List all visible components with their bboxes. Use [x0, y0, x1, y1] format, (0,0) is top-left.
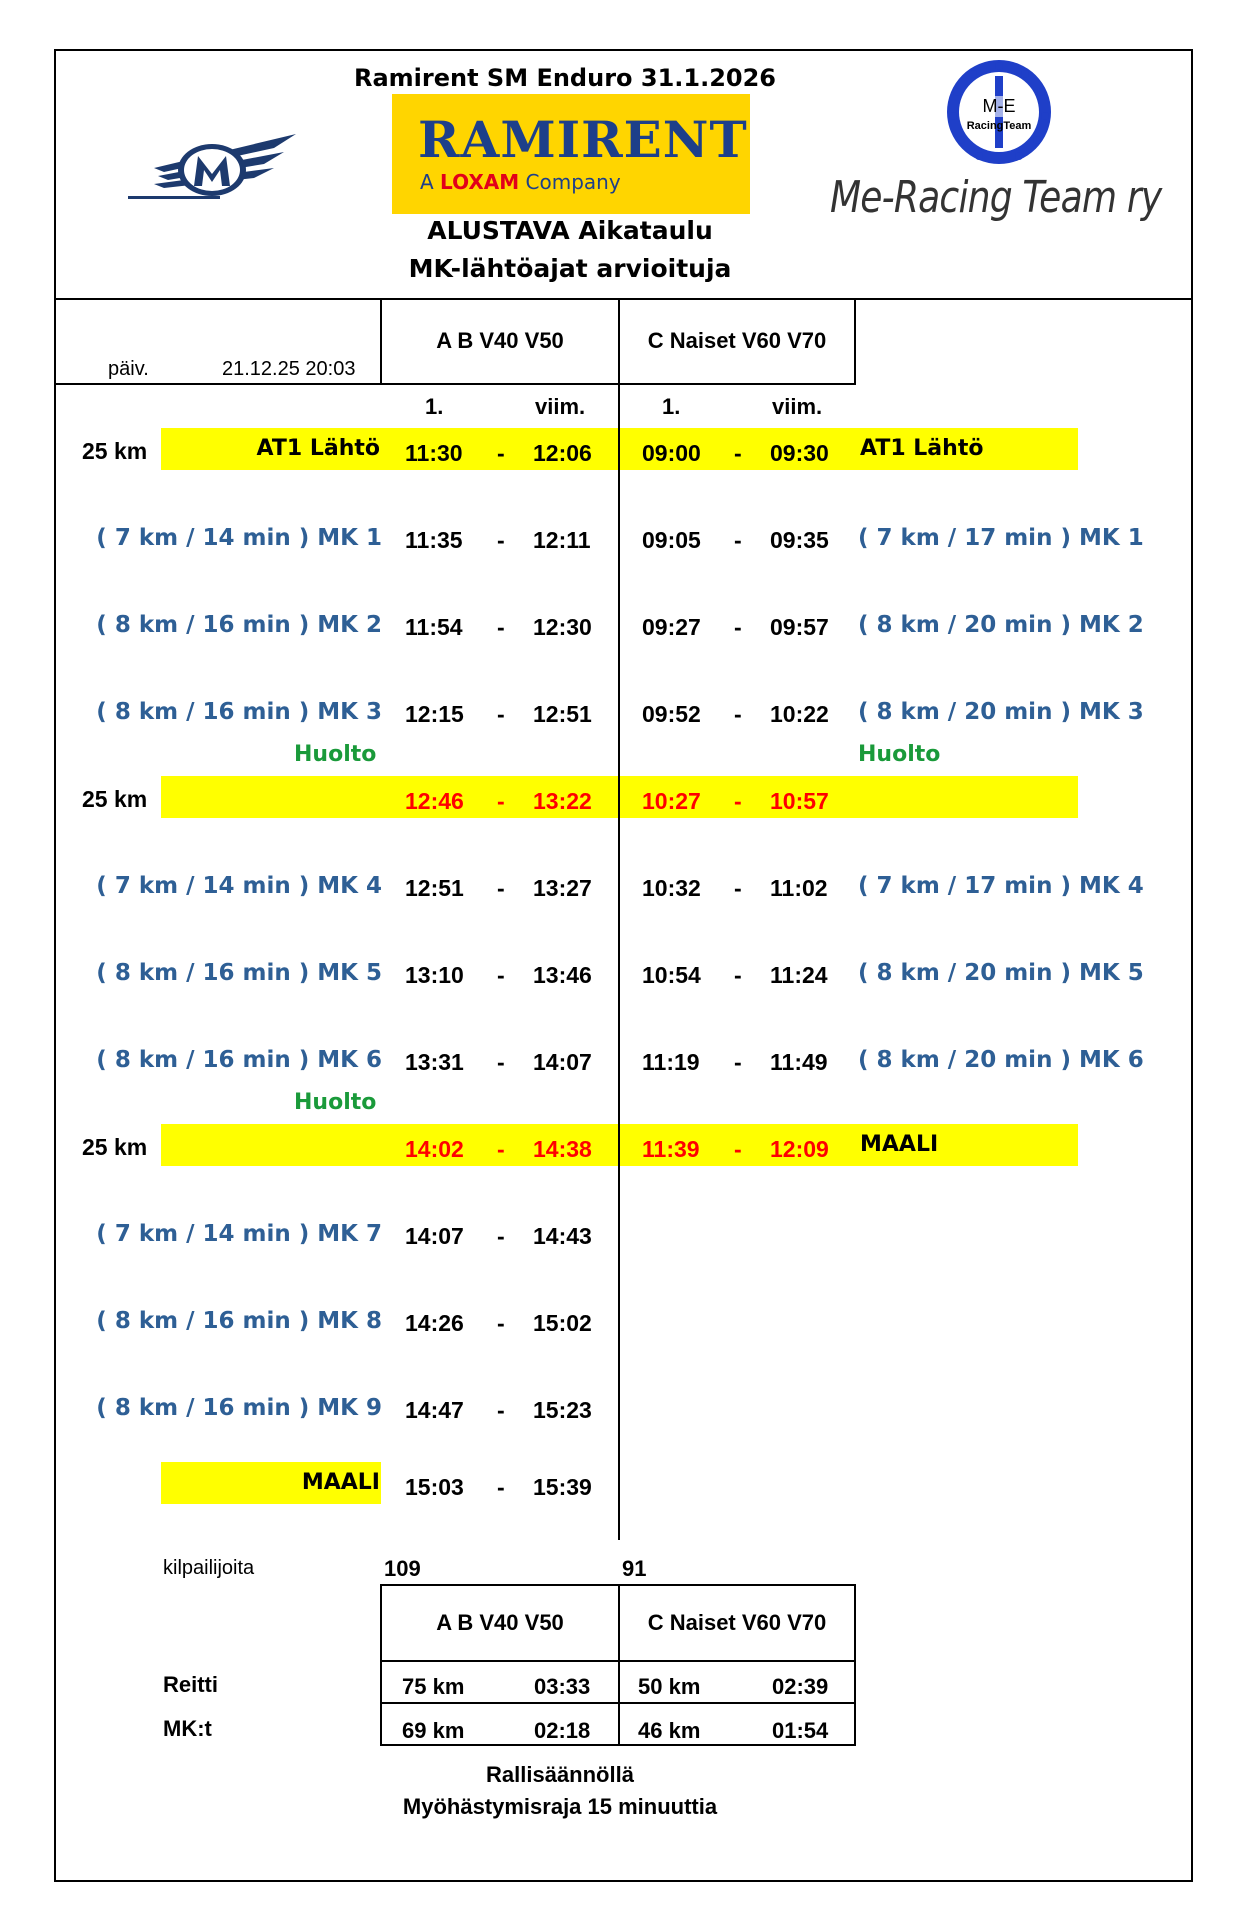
summary-row-line — [380, 1702, 856, 1704]
time-c-last: 10:57 — [770, 788, 829, 814]
c-route-km: 50 km — [638, 1674, 701, 1699]
time-ab-last: 14:43 — [533, 1223, 592, 1249]
updated-label: päiv. — [108, 358, 149, 380]
c-mk-km: 46 km — [638, 1718, 701, 1743]
special-test-right: ( 7 km / 17 min ) MK 1 — [858, 525, 1144, 551]
ab-route-km: 75 km — [402, 1674, 465, 1699]
time-c-first: 09:52 — [642, 701, 701, 727]
route-label: Reitti — [163, 1672, 218, 1697]
special-test-left: ( 8 km / 16 min ) MK 3 — [96, 699, 382, 725]
special-test-left: ( 8 km / 16 min ) MK 8 — [96, 1308, 382, 1334]
updated-value: 21.12.25 20:03 — [222, 358, 356, 380]
col-c-first: 1. — [662, 394, 681, 419]
special-test-left: ( 8 km / 16 min ) MK 9 — [96, 1395, 382, 1421]
time-dash: - — [734, 1136, 742, 1162]
time-dash: - — [497, 962, 505, 988]
ramirent-wordmark: RAMIRENT — [418, 110, 748, 169]
badge-racing-text: RacingTeam — [966, 120, 1032, 132]
time-c-last: 12:09 — [770, 1136, 829, 1162]
ab-mk-time: 02:18 — [534, 1718, 591, 1743]
time-ab-last: 14:38 — [533, 1136, 592, 1162]
time-ab-first: 13:31 — [405, 1049, 464, 1075]
special-test-left: ( 7 km / 14 min ) MK 7 — [96, 1221, 382, 1247]
time-ab-last: 14:07 — [533, 1049, 592, 1075]
c-count: 91 — [622, 1556, 647, 1581]
time-dash: - — [497, 1397, 505, 1423]
stage-distance: 25 km — [82, 786, 148, 812]
time-c-first: 09:27 — [642, 614, 701, 640]
time-ab-last: 12:11 — [533, 527, 591, 553]
time-ab-last: 12:06 — [533, 440, 592, 466]
time-c-first: 09:05 — [642, 527, 701, 553]
smk-logo — [124, 128, 304, 204]
time-ab-last: 13:22 — [533, 788, 592, 814]
subtitle-estimated: MK-lähtöajat arvioituja — [408, 254, 732, 283]
col-ab-last: viim. — [535, 394, 586, 419]
time-dash: - — [734, 788, 742, 814]
col-c-last: viim. — [772, 394, 823, 419]
page-title: Ramirent SM Enduro 31.1.2026 — [353, 64, 776, 92]
time-ab-last: 15:39 — [533, 1474, 592, 1500]
huolto-ab-2: Huolto — [294, 1090, 377, 1115]
time-dash: - — [497, 1049, 505, 1075]
special-test-right: ( 8 km / 20 min ) MK 6 — [858, 1047, 1144, 1073]
ramirent-logo — [392, 94, 750, 214]
ab-route-time: 03:33 — [534, 1674, 591, 1699]
group-c-label: C Naiset V60 V70 — [647, 328, 827, 353]
summary-c-header: C Naiset V60 V70 — [647, 1610, 827, 1635]
me-racing-badge — [945, 58, 1053, 166]
time-dash: - — [497, 1136, 505, 1162]
badge-me-text: M-E — [967, 96, 1031, 117]
time-dash: - — [497, 440, 505, 466]
time-c-first: 10:32 — [642, 875, 701, 901]
time-c-last: 09:35 — [770, 527, 829, 553]
time-dash: - — [497, 701, 505, 727]
special-test-left: ( 8 km / 16 min ) MK 2 — [96, 612, 382, 638]
time-dash: - — [497, 788, 505, 814]
time-dash: - — [734, 962, 742, 988]
stage-label-right: AT1 Lähtö — [860, 436, 984, 461]
time-c-last: 11:02 — [770, 875, 828, 901]
stage-distance: 25 km — [82, 438, 148, 464]
me-racing-name: Me-Racing Team ry — [830, 172, 1162, 223]
time-ab-first: 14:02 — [405, 1136, 464, 1162]
time-c-last: 09:30 — [770, 440, 829, 466]
time-ab-last: 15:02 — [533, 1310, 592, 1336]
time-ab-first: 14:26 — [405, 1310, 464, 1336]
time-dash: - — [734, 440, 742, 466]
special-test-left: ( 8 km / 16 min ) MK 6 — [96, 1047, 382, 1073]
mk-label: MK:t — [163, 1716, 212, 1741]
time-ab-last: 13:27 — [533, 875, 592, 901]
time-c-last: 09:57 — [770, 614, 829, 640]
time-ab-first: 12:46 — [405, 788, 464, 814]
time-c-last: 11:24 — [770, 962, 828, 988]
ramirent-tagline: A LOXAM Company — [420, 170, 621, 194]
c-mk-time: 01:54 — [772, 1718, 829, 1743]
time-ab-first: 11:30 — [405, 440, 463, 466]
time-dash: - — [734, 527, 742, 553]
finish-label: MAALI — [301, 1470, 380, 1495]
time-ab-first: 12:51 — [405, 875, 464, 901]
group-header-bottom — [54, 383, 380, 385]
special-test-right: ( 8 km / 20 min ) MK 2 — [858, 612, 1144, 638]
time-dash: - — [497, 1223, 505, 1249]
time-dash: - — [497, 614, 505, 640]
stage-distance: 25 km — [82, 1134, 148, 1160]
time-dash: - — [734, 614, 742, 640]
special-test-right: ( 8 km / 20 min ) MK 3 — [858, 699, 1144, 725]
stage-label-right: MAALI — [860, 1132, 939, 1157]
special-test-right: ( 7 km / 17 min ) MK 4 — [858, 873, 1144, 899]
summary-ab-header: A B V40 V50 — [436, 1610, 564, 1635]
time-ab-first: 14:47 — [405, 1397, 464, 1423]
special-test-right: ( 8 km / 20 min ) MK 5 — [858, 960, 1144, 986]
special-test-left: ( 7 km / 14 min ) MK 4 — [96, 873, 382, 899]
time-ab-first: 13:10 — [405, 962, 464, 988]
time-ab-last: 12:51 — [533, 701, 592, 727]
time-ab-first: 15:03 — [405, 1474, 464, 1500]
time-ab-first: 14:07 — [405, 1223, 464, 1249]
footer-rule: Rallisäännöllä — [486, 1762, 634, 1787]
column-divider — [618, 385, 620, 1540]
huolto-c-1: Huolto — [858, 742, 941, 767]
special-test-left: ( 8 km / 16 min ) MK 5 — [96, 960, 382, 986]
time-c-first: 11:19 — [642, 1049, 700, 1075]
time-dash: - — [497, 1310, 505, 1336]
time-dash: - — [734, 1049, 742, 1075]
time-dash: - — [497, 875, 505, 901]
stage-label-left: AT1 Lähtö — [256, 436, 380, 461]
time-dash: - — [497, 1474, 505, 1500]
time-dash: - — [734, 875, 742, 901]
group-ab-label: A B V40 V50 — [436, 328, 564, 353]
time-ab-last: 12:30 — [533, 614, 592, 640]
c-route-time: 02:39 — [772, 1674, 829, 1699]
ab-mk-km: 69 km — [402, 1718, 465, 1743]
summary-divider — [618, 1584, 620, 1746]
time-dash: - — [497, 527, 505, 553]
summary-header-line — [380, 1660, 856, 1662]
time-ab-first: 11:35 — [405, 527, 463, 553]
time-c-first: 09:00 — [642, 440, 701, 466]
time-c-last: 10:22 — [770, 701, 829, 727]
time-c-last: 11:49 — [770, 1049, 828, 1075]
special-test-left: ( 7 km / 14 min ) MK 1 — [96, 525, 382, 551]
time-ab-last: 15:23 — [533, 1397, 592, 1423]
ab-count: 109 — [384, 1556, 421, 1581]
huolto-ab-1: Huolto — [294, 742, 377, 767]
time-c-first: 10:27 — [642, 788, 701, 814]
time-ab-first: 12:15 — [405, 701, 464, 727]
time-ab-last: 13:46 — [533, 962, 592, 988]
time-c-first: 10:54 — [642, 962, 701, 988]
footer-late-limit: Myöhästymisraja 15 minuuttia — [402, 1794, 718, 1819]
time-dash: - — [734, 701, 742, 727]
col-ab-first: 1. — [425, 394, 444, 419]
competitors-label: kilpailijoita — [163, 1557, 255, 1579]
time-c-first: 11:39 — [642, 1136, 700, 1162]
time-ab-first: 11:54 — [405, 614, 463, 640]
subtitle-schedule: ALUSTAVA Aikataulu — [427, 216, 713, 245]
